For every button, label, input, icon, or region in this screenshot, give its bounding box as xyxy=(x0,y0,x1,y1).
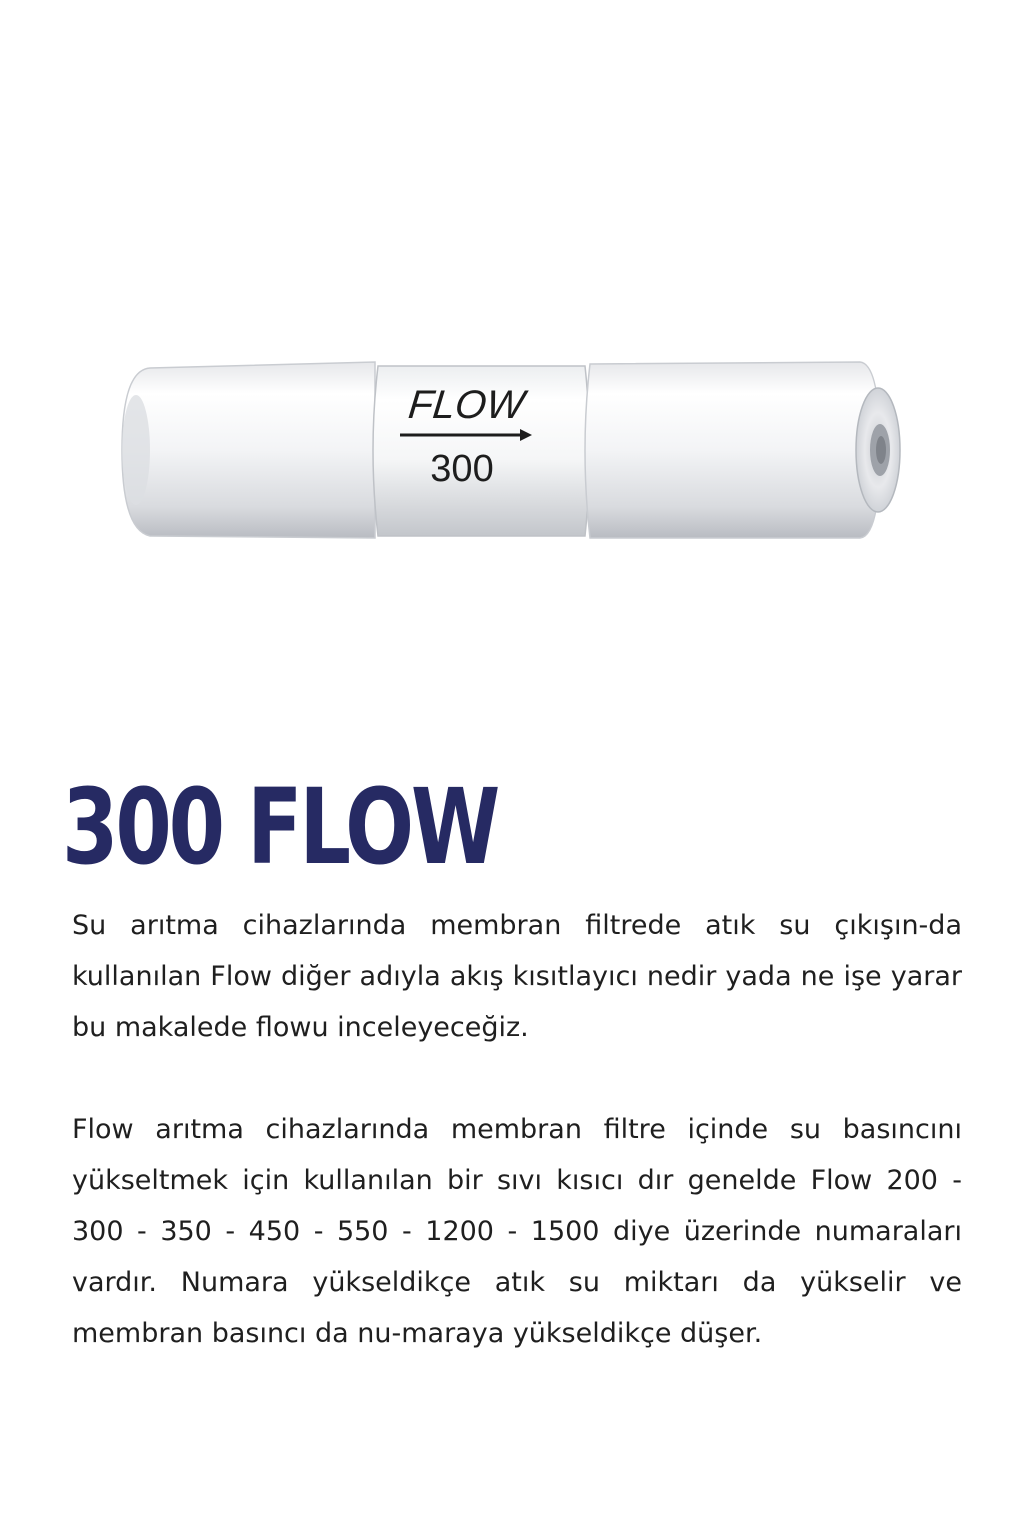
right-body xyxy=(585,362,880,538)
flow-restrictor-illustration xyxy=(110,340,920,570)
product-label-word: FLOW xyxy=(406,383,527,427)
article-paragraph-2: Flow arıtma cihazlarında membran filtre içinde su basıncını yükseltmek için kullanılan bir sıvı kısıcı dır genelde Flow 200 - 300 - 350 - 450 - 550 - 1200 - 1500 diye üzerinde numaraları vardır. Numara yükseldikçe atık su miktarı da yükselir ve membran basıncı da nu-maraya yükseldikçe düşer. xyxy=(72,1114,962,1349)
article-paragraph-1: Su arıtma cihazlarında membran filtrede atık su çıkışın-da kullanılan Flow diğer adıyla akış kısıtlayıcı nedir yada ne işe yarar bu makalede flowu inceleyeceğiz. xyxy=(72,910,962,1043)
flow-restrictor-image xyxy=(110,340,920,570)
article-title: 300 FLOW xyxy=(62,766,498,888)
product-label-number: 300 xyxy=(430,448,494,490)
left-end-cap xyxy=(122,362,375,538)
article-body xyxy=(72,900,962,1359)
left-end-face xyxy=(122,395,150,505)
